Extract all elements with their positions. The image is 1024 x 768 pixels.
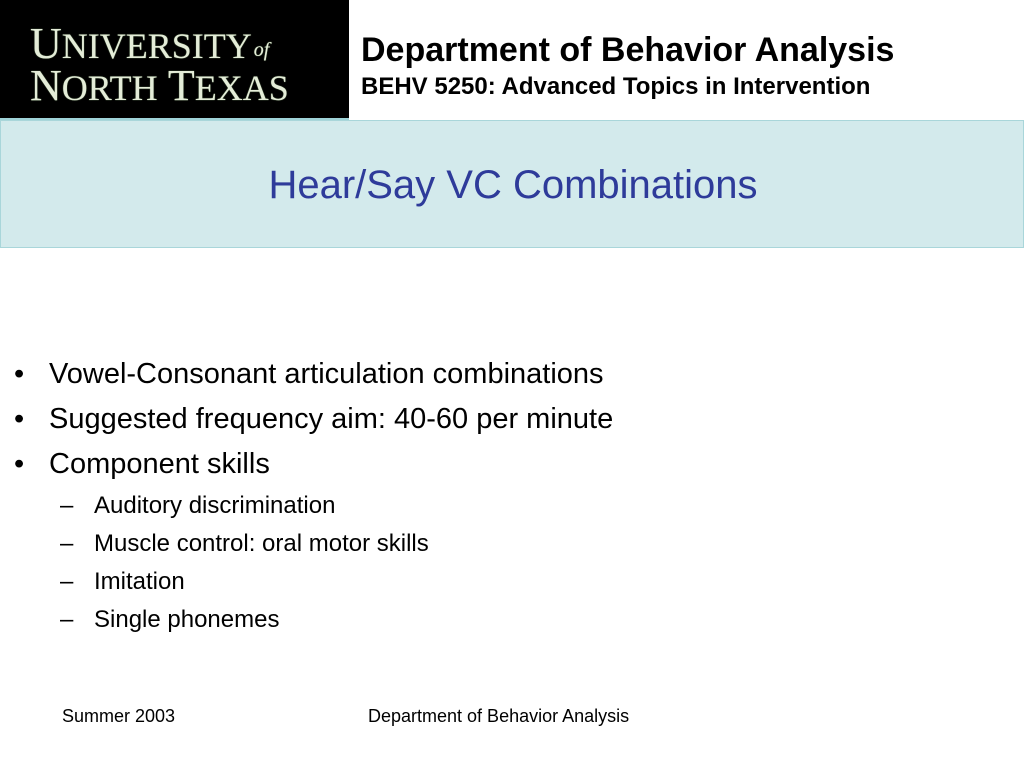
course-title: BEHV 5250: Advanced Topics in Intervention xyxy=(361,73,871,100)
sub-bullet-text: Imitation xyxy=(94,568,185,595)
dash-marker: – xyxy=(60,492,74,519)
bullet-marker: • xyxy=(14,358,25,390)
list-item xyxy=(14,442,994,487)
dash-marker: – xyxy=(60,568,74,595)
bullet-text: Vowel-Consonant articulation combinations xyxy=(49,358,604,390)
sub-list-item xyxy=(14,525,994,563)
sub-bullet-text: Auditory discrimination xyxy=(94,492,336,519)
slide-title: Hear/Say VC Combinations xyxy=(268,163,758,207)
bullet-marker: • xyxy=(14,403,25,435)
bullet-marker: • xyxy=(14,448,25,480)
university-logo xyxy=(0,0,349,120)
sub-list-item xyxy=(14,487,994,525)
title-band xyxy=(0,120,1024,248)
logo-line-university: UNIVERSITY of xyxy=(30,19,270,68)
bullet-list xyxy=(14,352,994,639)
logo-line-north-texas: NORTH TEXAS xyxy=(30,61,289,110)
footer-department: Department of Behavior Analysis xyxy=(368,706,630,726)
list-item xyxy=(14,352,994,397)
department-title: Department of Behavior Analysis xyxy=(361,31,895,69)
sub-bullet-text: Muscle control: oral motor skills xyxy=(94,530,429,557)
sub-bullet-text: Single phonemes xyxy=(94,606,280,633)
bullet-text: Suggested frequency aim: 40-60 per minute xyxy=(49,403,614,435)
dash-marker: – xyxy=(60,530,74,557)
list-item xyxy=(14,397,994,442)
bullet-text: Component skills xyxy=(49,448,270,480)
footer-date: Summer 2003 xyxy=(62,706,176,726)
sub-list-item xyxy=(14,563,994,601)
dash-marker: – xyxy=(60,606,74,633)
header xyxy=(361,30,1011,102)
sub-list-item xyxy=(14,601,994,639)
